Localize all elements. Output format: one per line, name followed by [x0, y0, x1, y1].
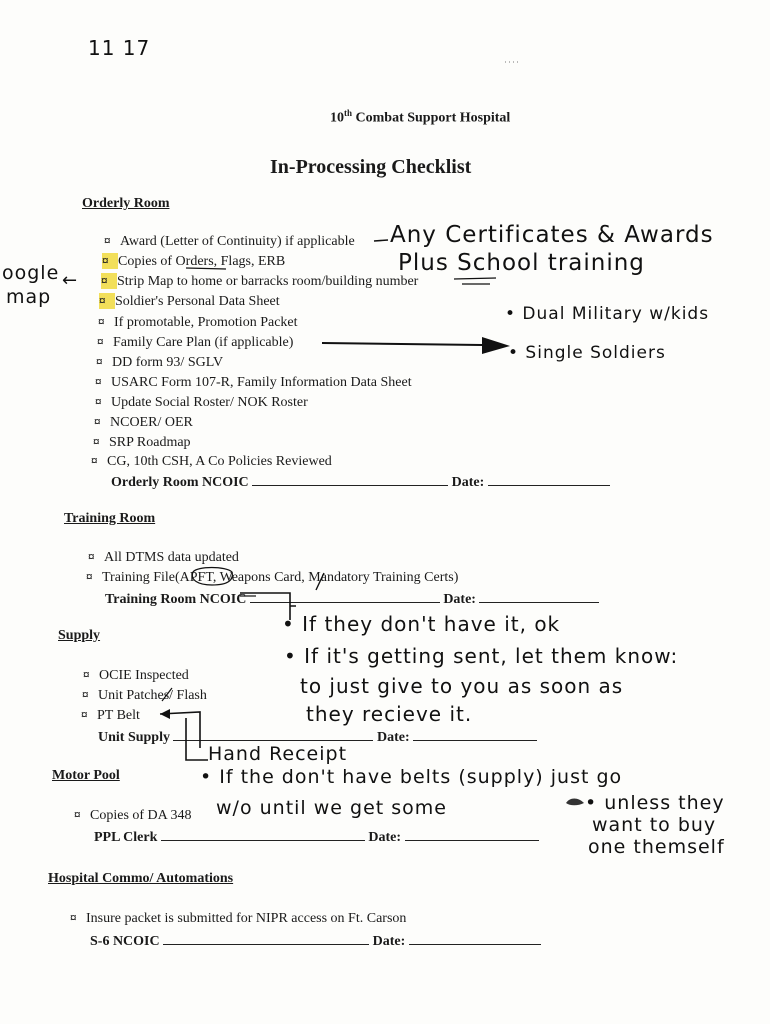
- hand-receipt-bracket: [186, 718, 208, 760]
- checkbox-icon: ¤: [96, 354, 103, 369]
- date-label: Date:: [368, 830, 402, 845]
- checkbox-icon: ¤: [70, 910, 77, 925]
- handwritten-belts-note-1: • If the don't have belts (supply) just go: [200, 766, 623, 788]
- checkbox-icon: ¤: [83, 667, 90, 682]
- handwritten-school-training-note: Plus School training: [398, 250, 645, 276]
- checklist-item-label: Soldier's Personal Data Sheet: [115, 294, 280, 309]
- checkbox-icon: ¤: [101, 273, 117, 289]
- checklist-item-label: NCOER/ OER: [110, 415, 193, 430]
- date-label: Date:: [443, 592, 476, 607]
- training-room-heading: Training Room: [64, 511, 156, 526]
- family-care-arrow: [322, 343, 482, 345]
- checklist-item-label: OCIE Inspected: [99, 668, 189, 683]
- family-care-arrowhead: [482, 337, 510, 354]
- handwritten-single-soldiers-note: • Single Soldiers: [508, 343, 666, 363]
- checkbox-icon: ¤: [86, 569, 93, 584]
- checkbox-icon: ¤: [94, 414, 101, 429]
- checklist-item-label: PT Belt: [97, 708, 140, 723]
- certs-dash: [374, 240, 388, 241]
- handwritten-google: oogle: [2, 262, 60, 284]
- motor-pool-heading: Motor Pool: [52, 768, 120, 783]
- checkbox-icon: ¤: [95, 374, 102, 389]
- checklist-item-label: Copies of DA 348: [90, 808, 192, 823]
- checklist-item-label: All DTMS data updated: [104, 550, 239, 565]
- handwritten-map: map: [6, 286, 52, 308]
- checkbox-icon: ¤: [81, 707, 88, 722]
- checklist-item-label: Copies of Orders, Flags, ERB: [118, 254, 286, 269]
- checkbox-icon: ¤: [93, 434, 100, 449]
- supply-heading: Supply: [58, 628, 101, 643]
- hospital-commo-heading: Hospital Commo/ Automations: [48, 871, 234, 886]
- checkbox-icon: ¤: [102, 253, 118, 269]
- handwritten-belts-note-4: want to buy: [592, 814, 717, 836]
- checkbox-icon: ¤: [88, 549, 95, 564]
- handwritten-training-note-1: • If they don't have it, ok: [282, 612, 561, 636]
- date-label: Date:: [372, 934, 406, 949]
- signoff-label: Unit Supply: [98, 730, 170, 745]
- page-title: In-Processing Checklist: [270, 156, 472, 178]
- checkbox-icon: ¤: [95, 394, 102, 409]
- signoff-label: S-6 NCOIC: [90, 934, 160, 949]
- handwritten-training-note-3: to just give to you as soon as: [300, 674, 624, 698]
- date-label: Date:: [451, 475, 485, 490]
- pt-belt-arrowhead: [160, 709, 170, 719]
- patches-slash: [162, 688, 172, 701]
- checklist-item-label: CG, 10th CSH, A Co Policies Reviewed: [107, 454, 332, 469]
- arrow-left-icon: ←: [62, 270, 79, 291]
- handwritten-hand-receipt-note: Hand Receipt: [208, 743, 348, 765]
- mandatory-tick: [316, 573, 324, 590]
- apft-circle: [192, 568, 232, 586]
- handwritten-training-note-2: • If it's getting sent, let them know:: [284, 644, 679, 668]
- scribble-mark: [566, 799, 584, 806]
- org-number: 10: [330, 110, 344, 126]
- handwritten-training-note-4: they recieve it.: [306, 702, 473, 726]
- checkbox-icon: ¤: [91, 453, 98, 468]
- checklist-item-label: SRP Roadmap: [109, 435, 191, 450]
- checkbox-icon: ¤: [99, 293, 115, 309]
- handwritten-dual-military-note: • Dual Military w/kids: [505, 304, 710, 324]
- date-label: Date:: [376, 730, 410, 745]
- checkbox-icon: ¤: [97, 334, 104, 349]
- corner-handwritten-note: 11 17: [88, 36, 151, 60]
- handwritten-certificates-note: Any Certificates & Awards: [390, 222, 714, 248]
- checklist-item-label: Family Care Plan (if applicable): [113, 335, 294, 350]
- signoff-label: PPL Clerk: [94, 830, 158, 845]
- training-bracket: [240, 593, 296, 620]
- checkbox-icon: ¤: [104, 233, 111, 248]
- checkbox-icon: ¤: [82, 687, 89, 702]
- checklist-item-label: Insure packet is submitted for NIPR access on Ft. Carson: [86, 911, 407, 926]
- checklist-item-label: Strip Map to home or barracks room/building number: [117, 274, 419, 289]
- handwritten-belts-note-5: one themself: [588, 836, 725, 858]
- org-name-rest: Combat Support Hospital: [355, 110, 511, 126]
- checklist-item-label: If promotable, Promotion Packet: [114, 315, 298, 330]
- orderly-room-heading: Orderly Room: [82, 196, 170, 211]
- checkbox-icon: ¤: [98, 314, 105, 329]
- signoff-label: Orderly Room NCOIC: [111, 475, 249, 490]
- checklist-item-label: DD form 93/ SGLV: [112, 355, 224, 370]
- school-underline: [454, 278, 496, 284]
- checklist-item-label: Unit Patches/ Flash: [98, 688, 207, 703]
- signoff-label: Training Room NCOIC: [105, 592, 247, 607]
- checklist-item-label: Award (Letter of Continuity) if applicable: [120, 234, 355, 249]
- pt-belt-arrow-line: [160, 712, 200, 748]
- checklist-item-label: USARC Form 107-R, Family Information Data Sheet: [111, 375, 412, 390]
- handwritten-belts-note-2: w/o until we get some: [216, 797, 447, 819]
- orders-underline: [186, 268, 226, 269]
- org-number-suffix: th: [344, 108, 353, 118]
- checkbox-icon: ¤: [74, 807, 81, 822]
- checklist-item-label: Update Social Roster/ NOK Roster: [111, 395, 308, 410]
- checklist-item-label: Training File(APFT, Weapons Card, Mandatory Training Certs): [102, 570, 459, 585]
- handwritten-belts-note-3: • unless they: [585, 792, 725, 814]
